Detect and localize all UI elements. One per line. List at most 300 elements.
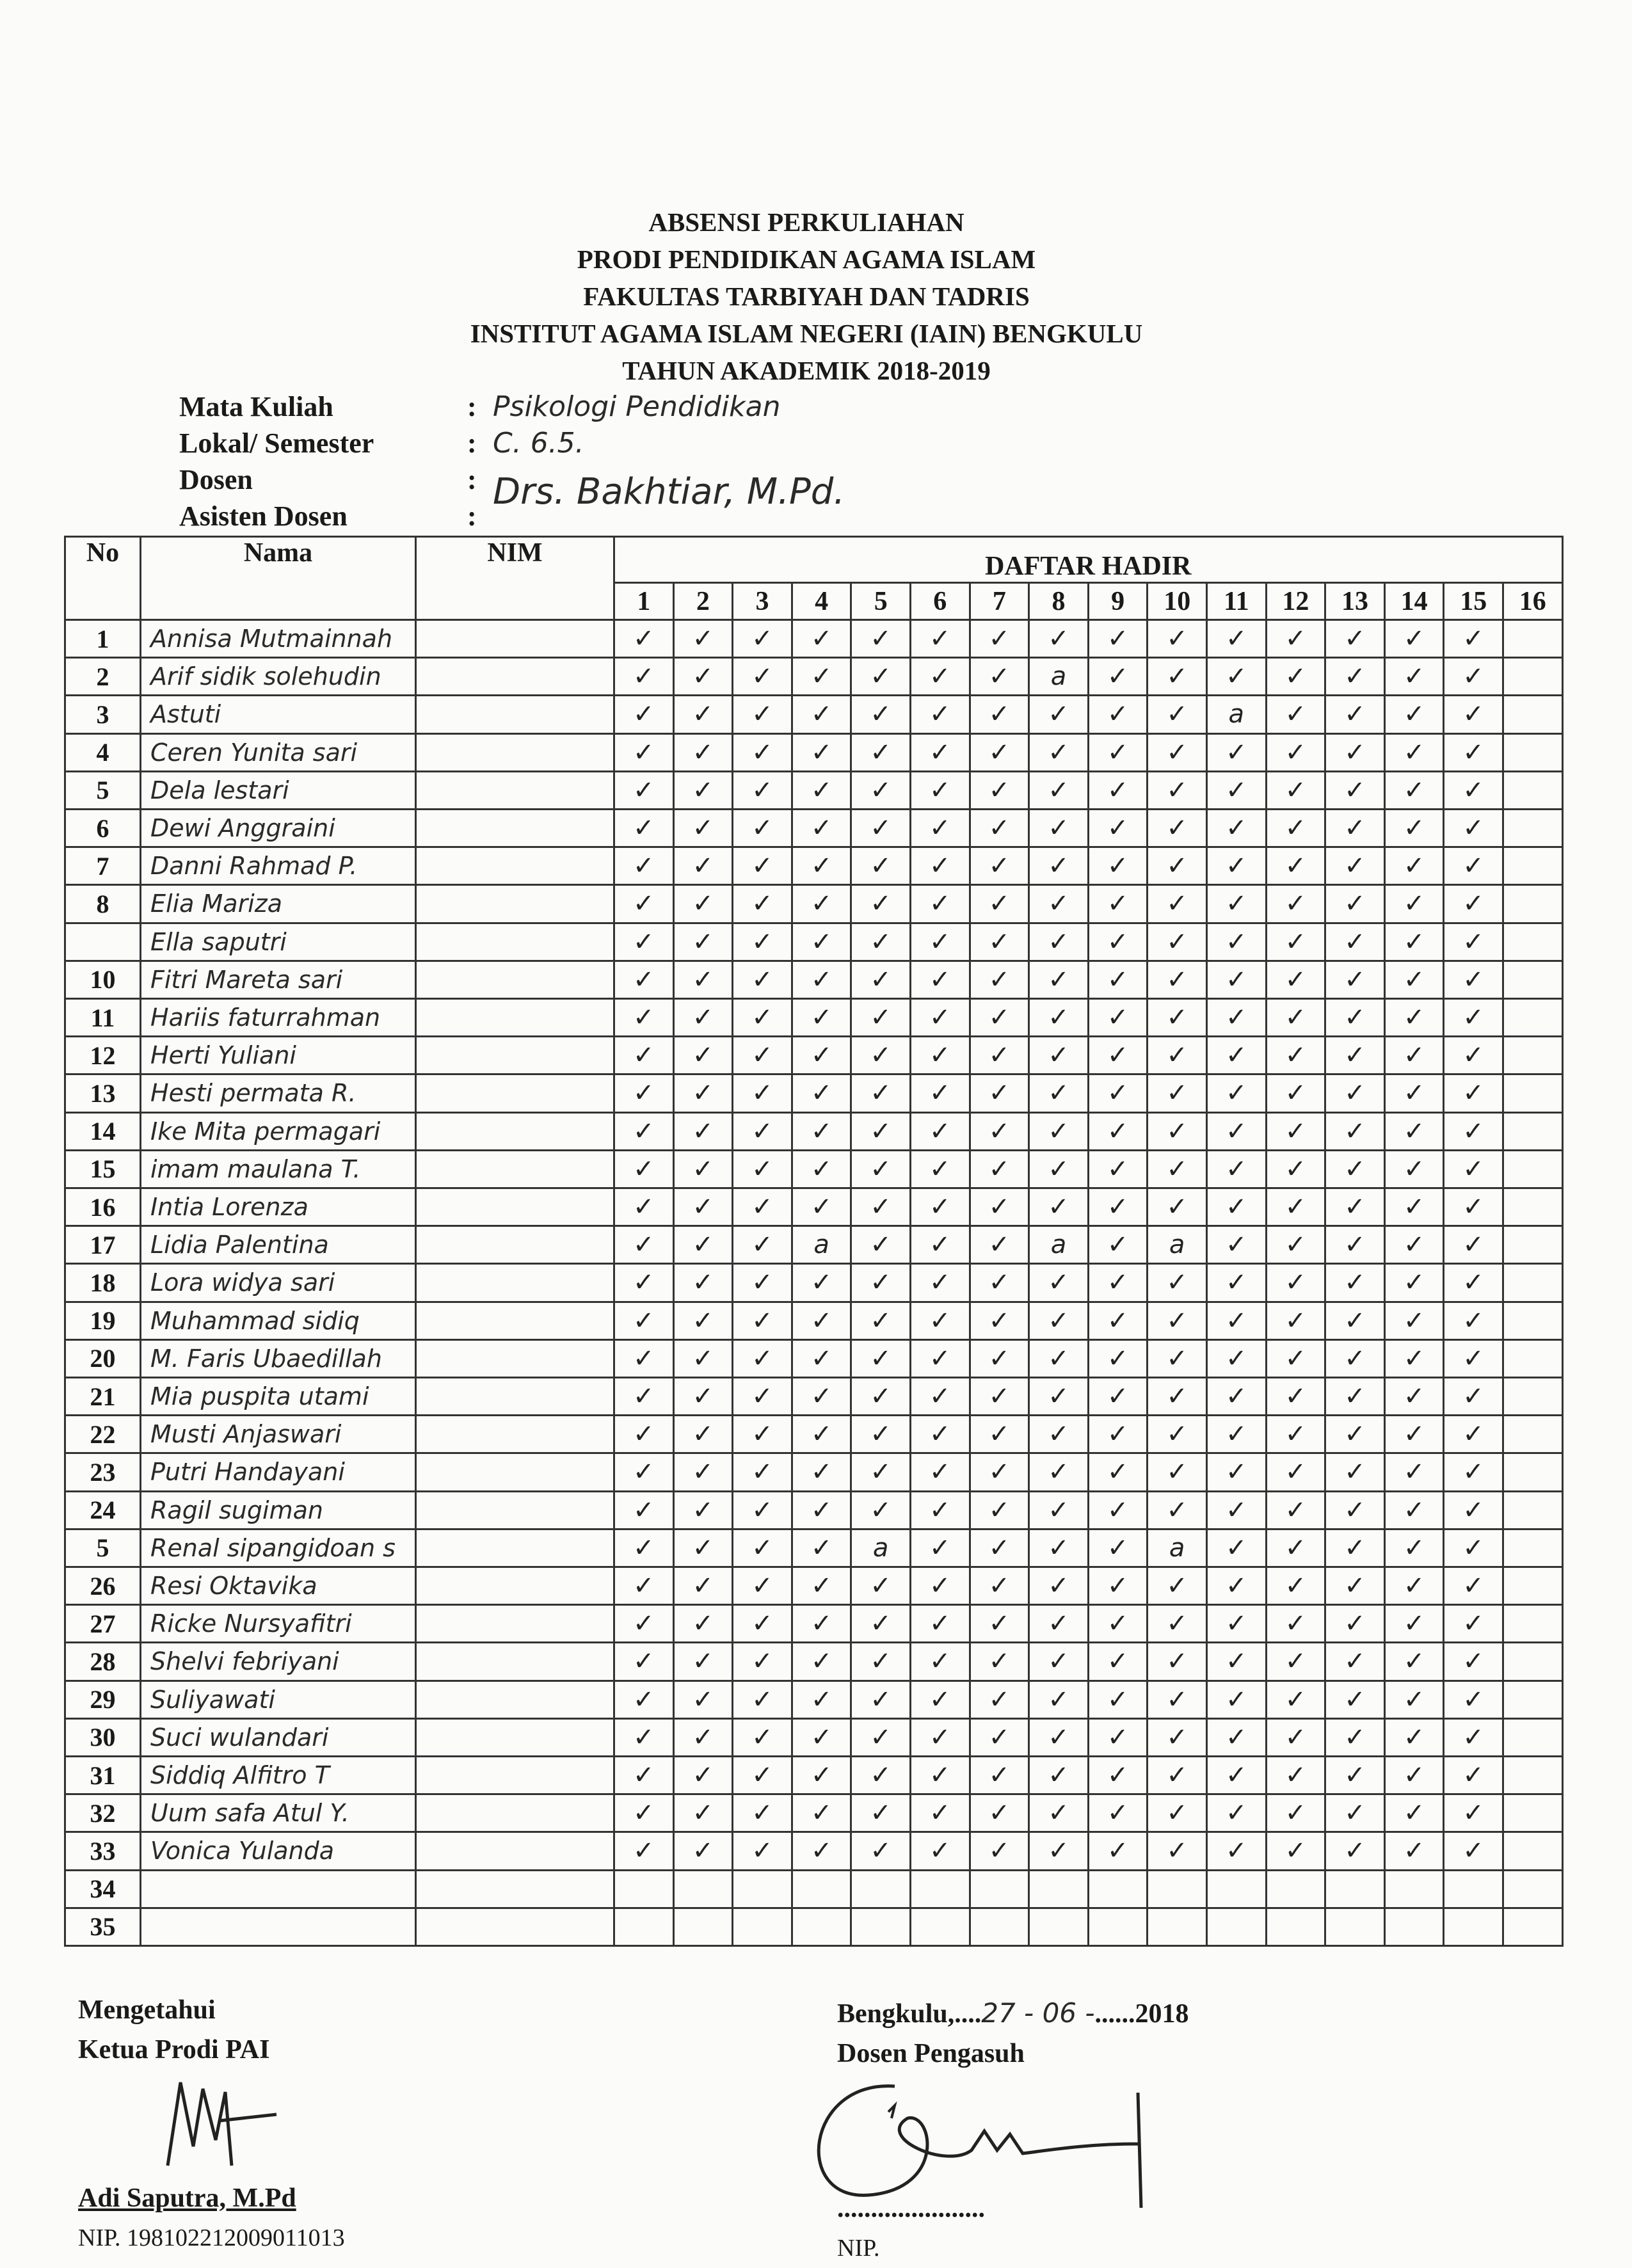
attendance-cell: ✓ bbox=[909, 733, 971, 772]
attendance-cell: ✓ bbox=[613, 657, 675, 696]
attendance-cell bbox=[791, 1907, 852, 1947]
attendance-cell: ✓ bbox=[1443, 922, 1504, 962]
attendance-cell: ✓ bbox=[1443, 1528, 1504, 1568]
attendance-cell: ✓ bbox=[1146, 1604, 1208, 1643]
attendance-cell: ✓ bbox=[613, 1755, 675, 1795]
attendance-cell: ✓ bbox=[1265, 1301, 1327, 1341]
attendance-cell bbox=[673, 1869, 734, 1909]
attendance-cell: ✓ bbox=[1324, 694, 1386, 734]
attendance-cell: ✓ bbox=[732, 1566, 793, 1606]
attendance-cell: ✓ bbox=[673, 1452, 734, 1492]
attendance-cell: ✓ bbox=[732, 1149, 793, 1189]
attendance-cell: ✓ bbox=[850, 1755, 911, 1795]
attendance-cell bbox=[1502, 884, 1564, 923]
attendance-cell: ✓ bbox=[732, 1528, 793, 1568]
attendance-cell: ✓ bbox=[1087, 1187, 1149, 1227]
attendance-cell: ✓ bbox=[1324, 733, 1386, 772]
session-header-10: 10 bbox=[1146, 582, 1208, 621]
attendance-cell bbox=[1502, 1452, 1564, 1492]
attendance-cell: ✓ bbox=[673, 1414, 734, 1454]
title-line-5: TAHUN AKADEMIK 2018-2019 bbox=[622, 356, 991, 385]
attendance-cell: ✓ bbox=[613, 922, 675, 962]
attendance-cell: ✓ bbox=[1265, 1149, 1327, 1189]
dosen-row bbox=[179, 459, 845, 513]
attendance-cell: ✓ bbox=[791, 694, 852, 734]
attendance-cell: a bbox=[791, 1225, 852, 1265]
attendance-cell: ✓ bbox=[673, 657, 734, 696]
attendance-cell: ✓ bbox=[1384, 1225, 1445, 1265]
attendance-cell: ✓ bbox=[732, 1301, 793, 1341]
dosen-dots: ...................... bbox=[837, 2194, 985, 2223]
attendance-cell bbox=[613, 1869, 675, 1909]
attendance-cell: ✓ bbox=[1028, 1149, 1089, 1189]
attendance-cell: ✓ bbox=[673, 846, 734, 886]
attendance-cell: ✓ bbox=[673, 1035, 734, 1075]
attendance-cell: ✓ bbox=[1265, 1263, 1327, 1302]
attendance-cell: ✓ bbox=[791, 998, 852, 1037]
attendance-cell bbox=[909, 1907, 971, 1947]
row-number: 11 bbox=[64, 998, 141, 1037]
attendance-cell: ✓ bbox=[1265, 808, 1327, 848]
attendance-cell bbox=[732, 1907, 793, 1947]
attendance-cell bbox=[1502, 1112, 1564, 1151]
row-number: 16 bbox=[64, 1187, 141, 1227]
attendance-cell: ✓ bbox=[1028, 1528, 1089, 1568]
attendance-cell: ✓ bbox=[1206, 1073, 1267, 1113]
attendance-cell bbox=[1502, 1528, 1564, 1568]
row-number: 31 bbox=[64, 1755, 141, 1795]
attendance-cell bbox=[1502, 694, 1564, 734]
attendance-cell: ✓ bbox=[1028, 1566, 1089, 1606]
attendance-cell: ✓ bbox=[1206, 1793, 1267, 1833]
attendance-cell: ✓ bbox=[850, 771, 911, 810]
attendance-cell: ✓ bbox=[613, 1263, 675, 1302]
attendance-cell: ✓ bbox=[791, 922, 852, 962]
attendance-cell: ✓ bbox=[850, 657, 911, 696]
attendance-cell: ✓ bbox=[850, 1680, 911, 1720]
attendance-cell: ✓ bbox=[1324, 960, 1386, 1000]
attendance-cell: ✓ bbox=[1087, 733, 1149, 772]
attendance-cell bbox=[1443, 1869, 1504, 1909]
attendance-cell: ✓ bbox=[969, 657, 1030, 696]
row-number: 23 bbox=[64, 1452, 141, 1492]
attendance-cell: ✓ bbox=[1146, 1187, 1208, 1227]
attendance-cell: ✓ bbox=[732, 1377, 793, 1416]
attendance-cell: ✓ bbox=[1087, 1604, 1149, 1643]
attendance-cell: ✓ bbox=[673, 1301, 734, 1341]
attendance-cell: ✓ bbox=[1324, 1112, 1386, 1151]
attendance-cell: ✓ bbox=[1028, 846, 1089, 886]
student-name: Mia puspita utami bbox=[140, 1377, 417, 1416]
attendance-cell: ✓ bbox=[909, 1225, 971, 1265]
attendance-cell: ✓ bbox=[1146, 1680, 1208, 1720]
colon: : bbox=[467, 500, 477, 532]
attendance-cell: ✓ bbox=[850, 1490, 911, 1530]
session-header-15: 15 bbox=[1443, 582, 1504, 621]
attendance-cell: ✓ bbox=[850, 1414, 911, 1454]
student-name: Shelvi febriyani bbox=[140, 1641, 417, 1681]
attendance-cell: ✓ bbox=[791, 960, 852, 1000]
attendance-cell: ✓ bbox=[1146, 808, 1208, 848]
attendance-cell: ✓ bbox=[850, 1718, 911, 1757]
attendance-cell: ✓ bbox=[850, 922, 911, 962]
attendance-cell: ✓ bbox=[969, 1793, 1030, 1833]
attendance-cell: ✓ bbox=[732, 1641, 793, 1681]
row-number: 29 bbox=[64, 1680, 141, 1720]
attendance-cell: ✓ bbox=[732, 694, 793, 734]
attendance-cell: ✓ bbox=[1443, 998, 1504, 1037]
attendance-cell: ✓ bbox=[1087, 1641, 1149, 1681]
attendance-cell: ✓ bbox=[1265, 1187, 1327, 1227]
attendance-cell: ✓ bbox=[1146, 1112, 1208, 1151]
place-date-year: 2018 bbox=[1135, 1999, 1189, 2029]
attendance-cell bbox=[1087, 1907, 1149, 1947]
attendance-cell: ✓ bbox=[1087, 1263, 1149, 1302]
attendance-cell: ✓ bbox=[613, 1112, 675, 1151]
attendance-cell: ✓ bbox=[1265, 619, 1327, 659]
signature-ketua bbox=[155, 2070, 296, 2178]
attendance-cell: ✓ bbox=[1265, 1490, 1327, 1530]
attendance-cell: ✓ bbox=[732, 960, 793, 1000]
attendance-cell bbox=[1502, 846, 1564, 886]
attendance-cell: ✓ bbox=[1443, 846, 1504, 886]
attendance-cell: ✓ bbox=[909, 1263, 971, 1302]
attendance-cell: ✓ bbox=[1443, 1641, 1504, 1681]
attendance-cell bbox=[1502, 657, 1564, 696]
student-nim bbox=[415, 733, 615, 772]
attendance-cell bbox=[1206, 1869, 1267, 1909]
attendance-cell: ✓ bbox=[1324, 1035, 1386, 1075]
attendance-cell: ✓ bbox=[791, 1414, 852, 1454]
row-number: 10 bbox=[64, 960, 141, 1000]
student-name bbox=[140, 1869, 417, 1909]
attendance-cell: ✓ bbox=[613, 1377, 675, 1416]
attendance-cell: ✓ bbox=[909, 1831, 971, 1871]
student-nim bbox=[415, 1793, 615, 1833]
attendance-cell: ✓ bbox=[1087, 1755, 1149, 1795]
row-number: 19 bbox=[64, 1301, 141, 1341]
attendance-cell: ✓ bbox=[1206, 1604, 1267, 1643]
dosen-label: Dosen bbox=[179, 464, 253, 495]
student-name: Fitri Mareta sari bbox=[140, 960, 417, 1000]
attendance-cell: ✓ bbox=[613, 808, 675, 848]
attendance-cell: ✓ bbox=[613, 1604, 675, 1643]
colon: : bbox=[467, 464, 477, 495]
attendance-cell: ✓ bbox=[1146, 1339, 1208, 1378]
attendance-cell: ✓ bbox=[969, 1339, 1030, 1378]
attendance-cell: ✓ bbox=[673, 1263, 734, 1302]
student-nim bbox=[415, 1528, 615, 1568]
row-number bbox=[64, 922, 141, 962]
attendance-cell: ✓ bbox=[1324, 922, 1386, 962]
attendance-cell: ✓ bbox=[1206, 1831, 1267, 1871]
attendance-cell: ✓ bbox=[1206, 922, 1267, 962]
attendance-cell: ✓ bbox=[791, 1187, 852, 1227]
attendance-cell: ✓ bbox=[1087, 1301, 1149, 1341]
attendance-cell bbox=[673, 1907, 734, 1947]
attendance-cell: ✓ bbox=[969, 1301, 1030, 1341]
attendance-cell: ✓ bbox=[909, 1377, 971, 1416]
student-nim bbox=[415, 1339, 615, 1378]
attendance-cell: ✓ bbox=[1028, 1755, 1089, 1795]
attendance-cell: ✓ bbox=[1028, 998, 1089, 1037]
attendance-cell: ✓ bbox=[1028, 1187, 1089, 1227]
attendance-cell: ✓ bbox=[909, 1793, 971, 1833]
header-no: No bbox=[64, 536, 141, 621]
attendance-cell: ✓ bbox=[969, 1225, 1030, 1265]
student-name: Danni Rahmad P. bbox=[140, 846, 417, 886]
student-name: Dela lestari bbox=[140, 771, 417, 810]
student-nim bbox=[415, 922, 615, 962]
attendance-cell: ✓ bbox=[613, 960, 675, 1000]
attendance-cell: ✓ bbox=[732, 619, 793, 659]
attendance-cell: ✓ bbox=[909, 694, 971, 734]
attendance-cell: ✓ bbox=[909, 1414, 971, 1454]
attendance-cell: ✓ bbox=[673, 1339, 734, 1378]
attendance-cell: ✓ bbox=[1384, 1528, 1445, 1568]
attendance-cell: ✓ bbox=[732, 1414, 793, 1454]
attendance-cell: ✓ bbox=[909, 1339, 971, 1378]
session-header-5: 5 bbox=[850, 582, 911, 621]
attendance-cell: ✓ bbox=[1324, 1073, 1386, 1113]
attendance-cell: ✓ bbox=[673, 1793, 734, 1833]
attendance-cell: ✓ bbox=[1028, 1112, 1089, 1151]
attendance-cell: ✓ bbox=[791, 1452, 852, 1492]
attendance-cell: ✓ bbox=[909, 1490, 971, 1530]
attendance-cell: ✓ bbox=[613, 1187, 675, 1227]
attendance-cell: ✓ bbox=[1028, 1414, 1089, 1454]
attendance-cell: ✓ bbox=[791, 1831, 852, 1871]
attendance-cell: ✓ bbox=[909, 1641, 971, 1681]
student-nim bbox=[415, 619, 615, 659]
attendance-cell: ✓ bbox=[969, 1528, 1030, 1568]
attendance-cell: ✓ bbox=[613, 1035, 675, 1075]
student-name: Suci wulandari bbox=[140, 1718, 417, 1757]
attendance-cell: ✓ bbox=[732, 1112, 793, 1151]
attendance-cell: ✓ bbox=[909, 619, 971, 659]
attendance-cell bbox=[1265, 1869, 1327, 1909]
attendance-cell: ✓ bbox=[673, 619, 734, 659]
row-number: 3 bbox=[64, 694, 141, 734]
asisten-label: Asisten Dosen bbox=[179, 500, 348, 532]
attendance-cell: ✓ bbox=[1443, 1073, 1504, 1113]
attendance-cell: ✓ bbox=[1324, 1528, 1386, 1568]
student-name: Hesti permata R. bbox=[140, 1073, 417, 1113]
attendance-cell: ✓ bbox=[1324, 771, 1386, 810]
attendance-cell: ✓ bbox=[791, 1339, 852, 1378]
attendance-cell: ✓ bbox=[1265, 771, 1327, 810]
student-nim bbox=[415, 1452, 615, 1492]
attendance-cell: ✓ bbox=[613, 1452, 675, 1492]
mata-kuliah-row bbox=[179, 387, 845, 423]
row-number: 17 bbox=[64, 1225, 141, 1265]
attendance-cell: ✓ bbox=[613, 1414, 675, 1454]
attendance-cell: ✓ bbox=[613, 998, 675, 1037]
attendance-cell: ✓ bbox=[1265, 1755, 1327, 1795]
attendance-cell bbox=[1502, 1793, 1564, 1833]
attendance-cell: ✓ bbox=[1206, 1490, 1267, 1530]
attendance-cell: ✓ bbox=[909, 1528, 971, 1568]
attendance-cell: ✓ bbox=[1146, 1301, 1208, 1341]
place-date: Bengkulu,....27 - 06 -......2018 bbox=[837, 1997, 1189, 2029]
attendance-cell: ✓ bbox=[1146, 1831, 1208, 1871]
attendance-cell: ✓ bbox=[1206, 1149, 1267, 1189]
student-name: Hariis faturrahman bbox=[140, 998, 417, 1037]
attendance-cell: ✓ bbox=[850, 846, 911, 886]
mata-kuliah-value: Psikologi Pendidikan bbox=[493, 390, 781, 423]
attendance-cell: ✓ bbox=[613, 1073, 675, 1113]
attendance-cell: ✓ bbox=[850, 733, 911, 772]
attendance-cell: ✓ bbox=[1384, 1680, 1445, 1720]
attendance-cell bbox=[1502, 619, 1564, 659]
student-nim bbox=[415, 1301, 615, 1341]
attendance-cell: ✓ bbox=[1443, 1339, 1504, 1378]
attendance-cell: ✓ bbox=[1206, 1187, 1267, 1227]
attendance-cell: ✓ bbox=[850, 808, 911, 848]
attendance-cell: ✓ bbox=[909, 1112, 971, 1151]
attendance-cell: ✓ bbox=[1265, 1112, 1327, 1151]
student-name: Intia Lorenza bbox=[140, 1187, 417, 1227]
attendance-cell: ✓ bbox=[1384, 1149, 1445, 1189]
attendance-cell: ✓ bbox=[1265, 1566, 1327, 1606]
student-name: Arif sidik solehudin bbox=[140, 657, 417, 696]
attendance-table bbox=[64, 536, 1555, 1955]
title-line-1: ABSENSI PERKULIAHAN bbox=[648, 207, 964, 237]
student-name: Annisa Mutmainnah bbox=[140, 619, 417, 659]
attendance-cell: ✓ bbox=[1324, 846, 1386, 886]
attendance-cell: ✓ bbox=[1206, 657, 1267, 696]
attendance-cell: ✓ bbox=[1324, 1377, 1386, 1416]
attendance-cell: ✓ bbox=[791, 1793, 852, 1833]
attendance-cell: ✓ bbox=[732, 1263, 793, 1302]
attendance-cell: ✓ bbox=[969, 1718, 1030, 1757]
attendance-cell: ✓ bbox=[1384, 1490, 1445, 1530]
attendance-cell bbox=[1502, 1869, 1564, 1909]
student-nim bbox=[415, 1263, 615, 1302]
attendance-cell: ✓ bbox=[1324, 1414, 1386, 1454]
attendance-cell: ✓ bbox=[1384, 1073, 1445, 1113]
lokal-value: C. 6.5. bbox=[493, 427, 584, 459]
attendance-cell: ✓ bbox=[1265, 1793, 1327, 1833]
attendance-cell: ✓ bbox=[1384, 1831, 1445, 1871]
dosen-nip-label: NIP. bbox=[837, 2235, 880, 2262]
attendance-cell: ✓ bbox=[1206, 1225, 1267, 1265]
attendance-cell: ✓ bbox=[969, 1490, 1030, 1530]
attendance-cell: ✓ bbox=[909, 771, 971, 810]
attendance-cell: ✓ bbox=[1206, 960, 1267, 1000]
attendance-cell bbox=[1502, 922, 1564, 962]
attendance-cell: ✓ bbox=[1028, 1490, 1089, 1530]
attendance-cell: ✓ bbox=[732, 1604, 793, 1643]
attendance-cell: ✓ bbox=[969, 1035, 1030, 1075]
attendance-cell: ✓ bbox=[1028, 1073, 1089, 1113]
attendance-cell: ✓ bbox=[732, 657, 793, 696]
attendance-cell: ✓ bbox=[1206, 1755, 1267, 1795]
attendance-cell: ✓ bbox=[1028, 619, 1089, 659]
attendance-cell: ✓ bbox=[1206, 619, 1267, 659]
attendance-cell: ✓ bbox=[1443, 1452, 1504, 1492]
attendance-cell: ✓ bbox=[1443, 1301, 1504, 1341]
attendance-cell: ✓ bbox=[969, 846, 1030, 886]
attendance-cell: ✓ bbox=[1265, 694, 1327, 734]
attendance-cell: ✓ bbox=[1028, 1452, 1089, 1492]
title-line-3: FAKULTAS TARBIYAH DAN TADRIS bbox=[583, 282, 1030, 311]
attendance-cell: ✓ bbox=[850, 694, 911, 734]
attendance-cell: ✓ bbox=[850, 1035, 911, 1075]
attendance-cell: ✓ bbox=[732, 808, 793, 848]
attendance-cell: ✓ bbox=[732, 1718, 793, 1757]
session-header-7: 7 bbox=[969, 582, 1030, 621]
attendance-cell bbox=[1502, 808, 1564, 848]
attendance-cell: ✓ bbox=[909, 657, 971, 696]
student-nim bbox=[415, 1112, 615, 1151]
attendance-cell: ✓ bbox=[909, 884, 971, 923]
attendance-cell bbox=[1502, 1604, 1564, 1643]
attendance-cell: ✓ bbox=[1206, 1377, 1267, 1416]
attendance-cell bbox=[1502, 1035, 1564, 1075]
attendance-cell: ✓ bbox=[850, 619, 911, 659]
attendance-cell: ✓ bbox=[732, 922, 793, 962]
attendance-cell: ✓ bbox=[1384, 771, 1445, 810]
attendance-cell: a bbox=[1146, 1528, 1208, 1568]
attendance-cell: ✓ bbox=[1028, 1831, 1089, 1871]
attendance-cell: ✓ bbox=[1265, 960, 1327, 1000]
attendance-cell: ✓ bbox=[1265, 1831, 1327, 1871]
attendance-cell bbox=[1087, 1869, 1149, 1909]
attendance-cell bbox=[1502, 1414, 1564, 1454]
attendance-cell: ✓ bbox=[1384, 1755, 1445, 1795]
attendance-cell: ✓ bbox=[1028, 1301, 1089, 1341]
student-nim bbox=[415, 1831, 615, 1871]
attendance-cell: ✓ bbox=[1443, 733, 1504, 772]
attendance-cell bbox=[1502, 1377, 1564, 1416]
attendance-cell: ✓ bbox=[1087, 657, 1149, 696]
attendance-cell: ✓ bbox=[850, 884, 911, 923]
attendance-cell: ✓ bbox=[850, 1377, 911, 1416]
attendance-cell: ✓ bbox=[1443, 884, 1504, 923]
session-header-1: 1 bbox=[613, 582, 675, 621]
attendance-cell: ✓ bbox=[1384, 1112, 1445, 1151]
row-number: 12 bbox=[64, 1035, 141, 1075]
ketua-name: Adi Saputra, M.Pd bbox=[78, 2184, 296, 2213]
attendance-cell: ✓ bbox=[1087, 1035, 1149, 1075]
attendance-cell: ✓ bbox=[1384, 1414, 1445, 1454]
attendance-cell: ✓ bbox=[1146, 922, 1208, 962]
student-name: Ella saputri bbox=[140, 922, 417, 962]
attendance-cell: ✓ bbox=[673, 1680, 734, 1720]
attendance-cell: ✓ bbox=[673, 1149, 734, 1189]
student-name: Lora widya sari bbox=[140, 1263, 417, 1302]
row-number: 30 bbox=[64, 1718, 141, 1757]
attendance-cell: ✓ bbox=[969, 922, 1030, 962]
attendance-cell: ✓ bbox=[1028, 884, 1089, 923]
attendance-cell: ✓ bbox=[1324, 1263, 1386, 1302]
student-nim bbox=[415, 1869, 615, 1909]
attendance-cell: ✓ bbox=[1443, 1566, 1504, 1606]
student-nim bbox=[415, 1073, 615, 1113]
attendance-cell: ✓ bbox=[732, 1793, 793, 1833]
attendance-cell: ✓ bbox=[850, 1301, 911, 1341]
attendance-cell: ✓ bbox=[1087, 960, 1149, 1000]
attendance-cell: ✓ bbox=[1087, 1339, 1149, 1378]
attendance-cell: ✓ bbox=[1028, 1641, 1089, 1681]
attendance-cell: ✓ bbox=[1443, 808, 1504, 848]
attendance-cell bbox=[732, 1869, 793, 1909]
attendance-cell: ✓ bbox=[1146, 1263, 1208, 1302]
attendance-cell: ✓ bbox=[850, 1452, 911, 1492]
attendance-cell: ✓ bbox=[1443, 1680, 1504, 1720]
student-nim bbox=[415, 1755, 615, 1795]
